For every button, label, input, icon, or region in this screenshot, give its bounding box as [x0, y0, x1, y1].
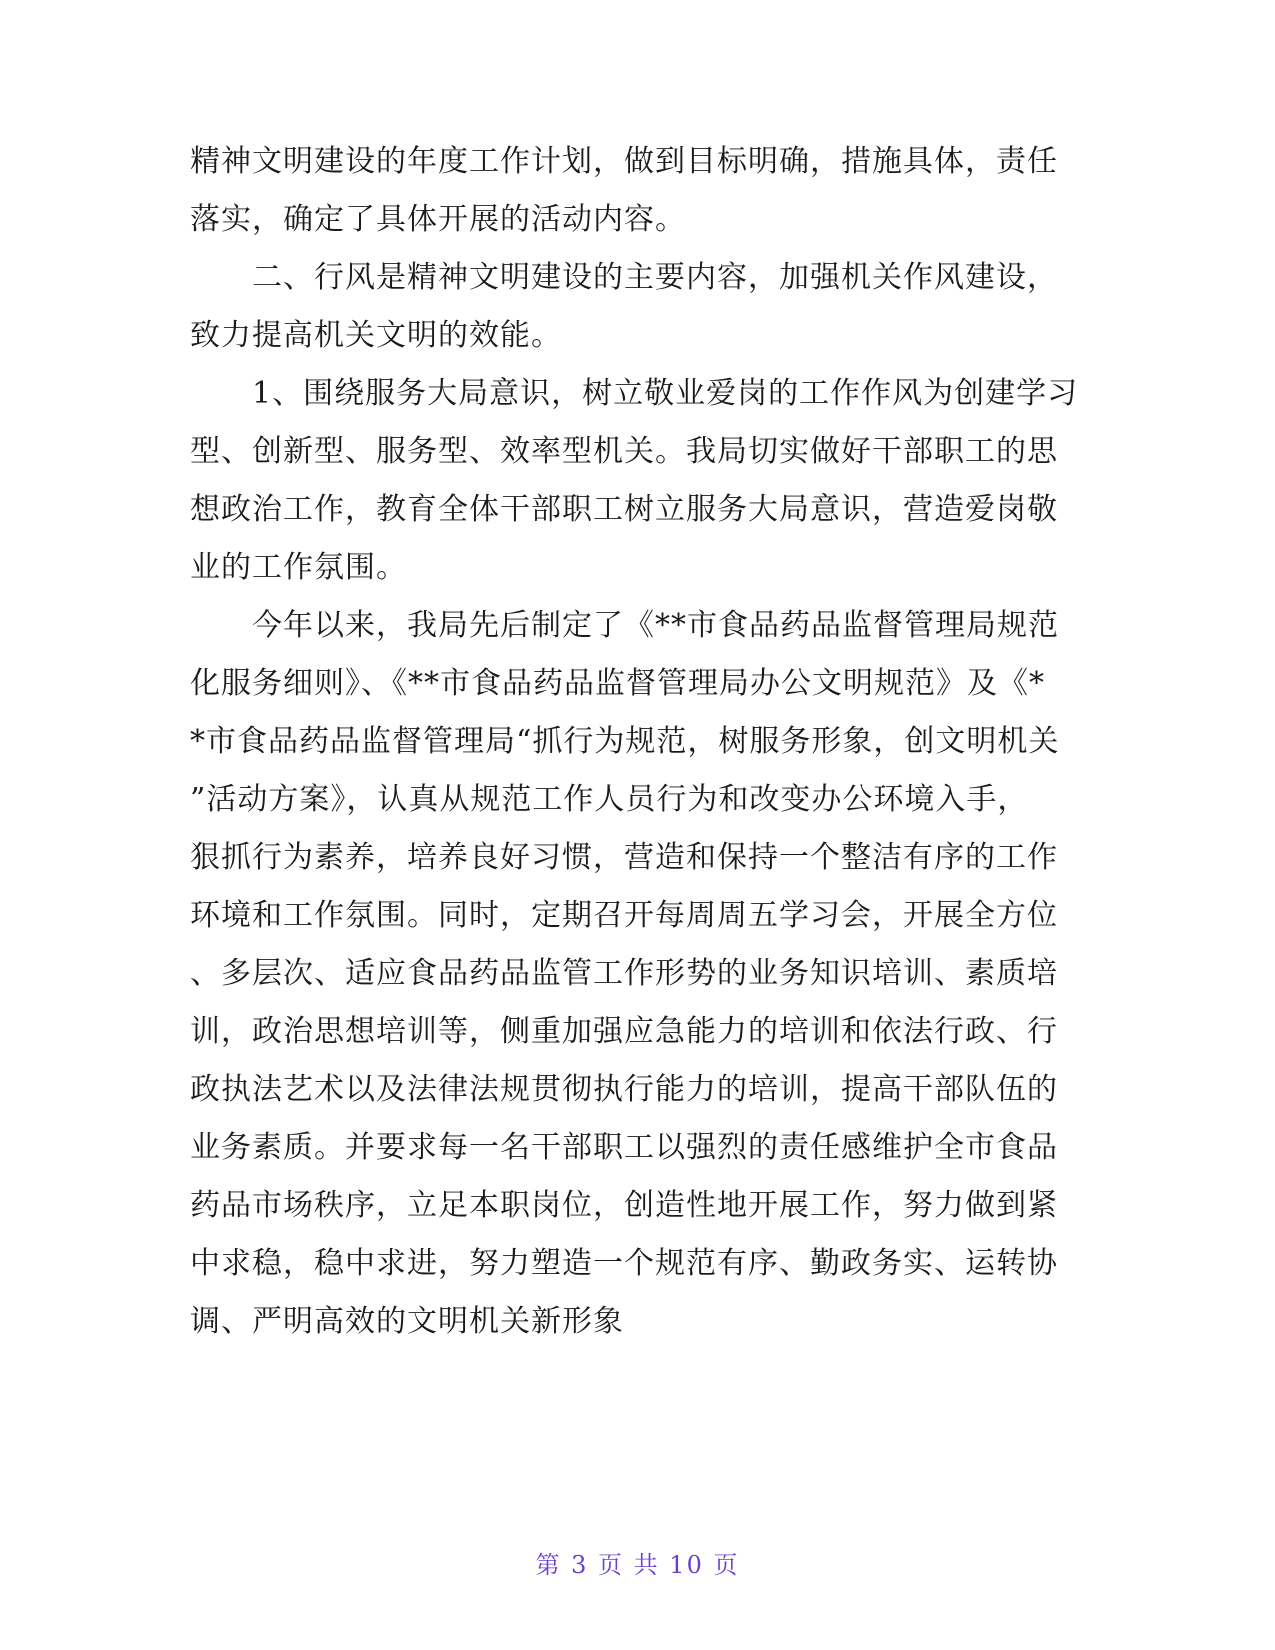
paragraph-start-line: 今年以来，我局先后制定了《**市食品药品监督管理局规范 — [252, 608, 1059, 643]
text-line: 药品市场秩序，立足本职岗位，创造性地开展工作，努力做到紧 — [190, 1188, 1058, 1223]
text-line: 业的工作氛围。 — [190, 550, 407, 585]
text-line: 致力提高机关文明的效能。 — [190, 318, 562, 353]
text-line: 调、严明高效的文明机关新形象 — [190, 1304, 624, 1339]
text-line: 型、创新型、服务型、效率型机关。我局切实做好干部职工的思 — [190, 434, 1058, 469]
text-line: 环境和工作氛围。同时，定期召开每周周五学习会，开展全方位 — [190, 898, 1058, 933]
page-number-footer: 第 3 页 共 10 页 — [535, 1551, 740, 1579]
text-line: ”活动方案》，认真从规范工作人员行为和改变办公环境入手， — [190, 782, 1029, 817]
text-line: 训，政治思想培训等，侧重加强应急能力的培训和依法行政、行 — [190, 1014, 1058, 1049]
text-line: 化服务细则》、《**市食品药品监督管理局办公文明规范》及《* — [190, 666, 1045, 701]
text-line: *市食品药品监督管理局“抓行为规范，树服务形象，创文明机关 — [190, 724, 1060, 759]
text-line: 想政治工作，教育全体干部职工树立服务大局意识，营造爱岗敬 — [190, 492, 1058, 527]
text-line: 中求稳，稳中求进，努力塑造一个规范有序、勤政务实、运转协 — [190, 1246, 1058, 1281]
text-line: 落实，确定了具体开展的活动内容。 — [190, 202, 686, 237]
paragraph-start-line: 二、行风是精神文明建设的主要内容，加强机关作风建设， — [252, 260, 1058, 295]
text-line: 业务素质。并要求每一名干部职工以强烈的责任感维护全市食品 — [190, 1130, 1058, 1165]
text-line: 政执法艺术以及法律法规贯彻执行能力的培训，提高干部队伍的 — [190, 1072, 1058, 1107]
text-line: 狠抓行为素养，培养良好习惯，营造和保持一个整洁有序的工作 — [190, 840, 1058, 875]
text-line: 精神文明建设的年度工作计划，做到目标明确，措施具体，责任 — [190, 144, 1058, 179]
text-line: 、多层次、适应食品药品监管工作形势的业务知识培训、素质培 — [190, 956, 1058, 991]
paragraph-start-line: 1、围绕服务大局意识，树立敬业爱岗的工作作风为创建学习 — [252, 376, 1079, 411]
